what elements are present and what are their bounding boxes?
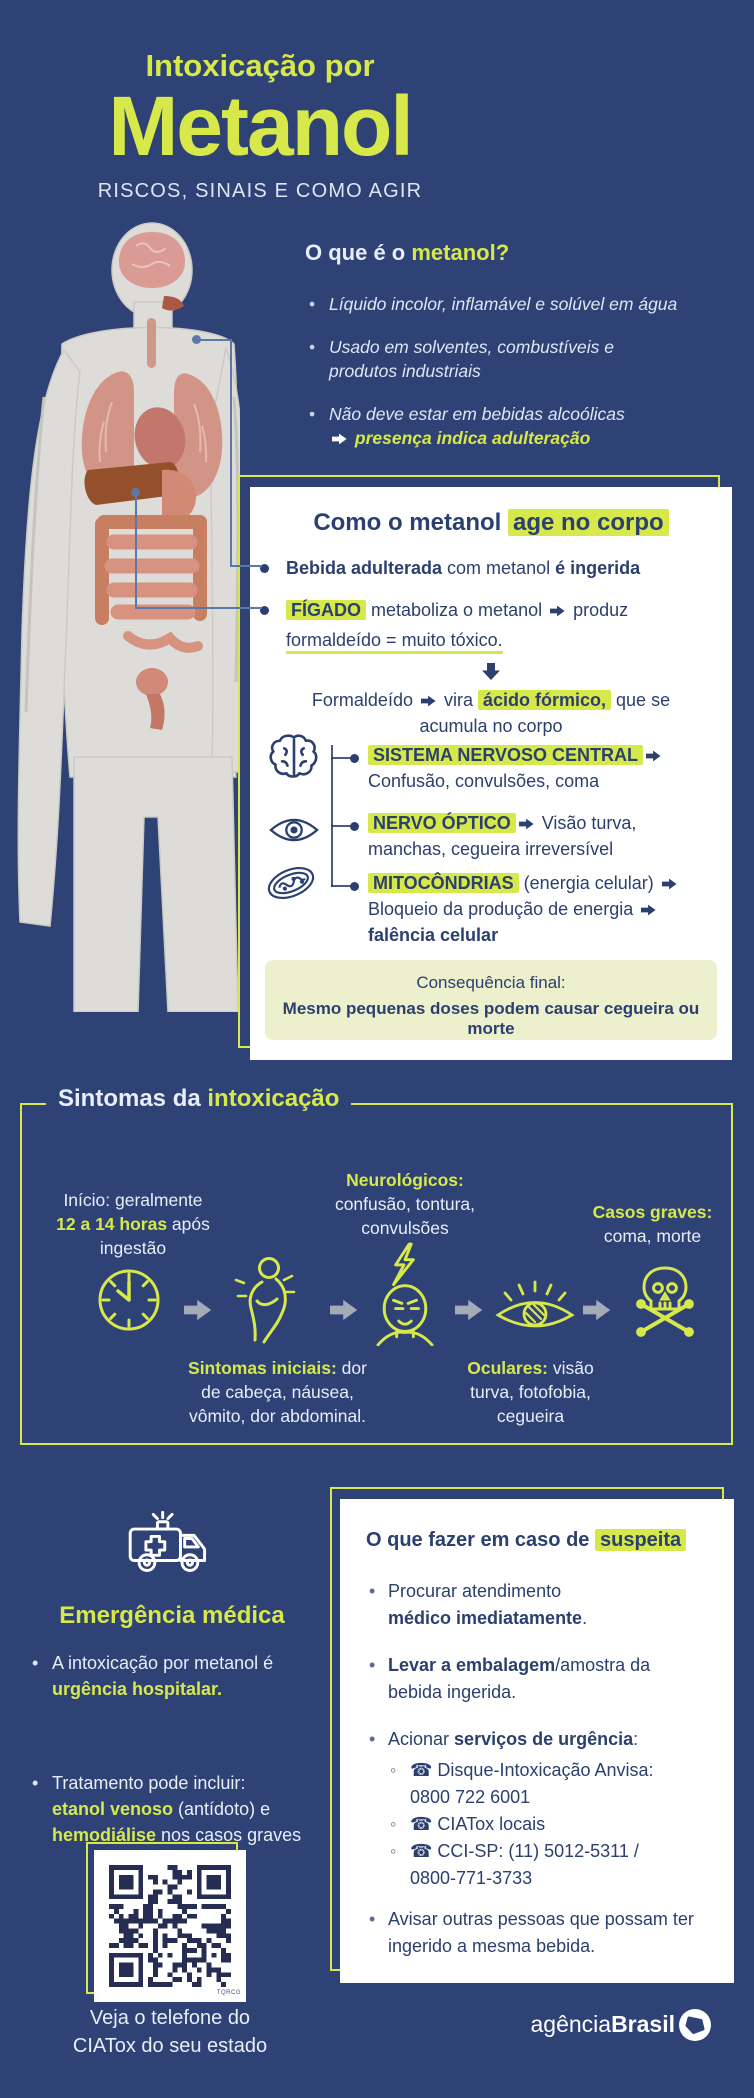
how-it-acts-title: Como o metanol age no corpo [250,509,732,537]
arrow-right-separator-icon [583,1298,611,1322]
header-subtitle: RISCOS, SINAIS E COMO AGIR [97,179,423,202]
header [20,48,500,203]
qr-caption: Veja o telefone do CIATox do seu estado [72,2007,268,2057]
symptoms-onset: Início: geralmente 12 a 14 horas após ingestão [56,1190,210,1258]
qr-watermark: TQRCG [216,1990,241,1996]
header-kicker: Intoxicação por [145,48,375,83]
brand-bold: Brasil [611,2011,675,2037]
mouth-anchor-dot [192,335,201,344]
page-title: Metanol [108,79,412,173]
connector-mouth-v [230,339,232,567]
step-liver: FÍGADO metaboliza o metanol produz formaldeído = muito tóxico. [286,597,726,653]
arrow-right-separator-icon [330,1298,358,1322]
arrow-right-icon [641,904,656,916]
arrow-right-icon [662,878,677,890]
what-is-section [305,240,740,469]
arrow-right-icon [550,605,565,617]
suspicion-title: O que fazer em caso de suspeita [366,1529,708,1552]
what-is-bullet-1: • Líquido incolor, inflamável e solúvel em água [305,292,740,316]
arrow-right-icon [646,750,661,762]
arrow-right-icon [519,818,534,830]
footer-brand [400,2008,712,2042]
symptoms-initial: Sintomas iniciais: dor de cabeça, náusea, vômito, dor abdominal. [188,1358,367,1426]
organ-mitochondria: MITOCÔNDRIAS (energia celular) Bloqueio da produção de energia falência celular [368,870,718,948]
qr-code [94,1850,246,2002]
anatomy-illustration [0,212,240,1012]
connector-liver-h [135,607,262,609]
organ1-dot [350,754,359,763]
suspicion-bullet-4: • Avisar outras pessoas que possam ter ingerido a mesma bebida. [366,1906,708,1960]
final-consequence-box: Consequência final: Mesmo pequenas doses podem causar cegueira ou morte [265,960,717,1040]
what-is-title: O que é o metanol? [305,240,510,265]
connector-liver-v [135,492,137,609]
organ3-dot [350,882,359,891]
phone-icon: ☎ [410,1760,433,1780]
organ2-dot [350,822,359,831]
emergency-title: Emergência médica [59,1602,285,1629]
emergency-bullet-1: • A intoxicação por metanol é urgência hospitalar. [30,1650,335,1702]
arrow-right-separator-icon [455,1298,483,1322]
service-ciatox: ◦ ☎ CIATox locais [388,1811,708,1838]
what-is-bullet-2: • Usado em solventes, combustíveis e produtos industriais [305,335,740,383]
step-ingest: Bebida adulterada com metanol é ingerida [286,558,641,578]
organ-optic-nerve: NERVO ÓPTICO Visão turva, manchas, cegueira irreversível [368,813,637,859]
optic-nerve-eye-icon [269,813,319,847]
arrow-right-icon [421,695,436,707]
symptoms-title: Sintomas da intoxicação [46,1085,351,1113]
how-it-acts-card [250,487,732,1060]
suspicion-bullet-2: • Levar a embalagem/amostra da bebida ingerida. [366,1652,708,1706]
emergency-bullet-2: • Tratamento pode incluir: etanol venoso (antídoto) e hemodiálise nos casos graves [30,1770,335,1848]
brand-light: agência [530,2011,612,2037]
ambulance-icon [126,1510,214,1588]
mitochondria-icon [262,859,320,907]
brain-icon [268,733,320,781]
symptoms-neurologic: Neurológicos: confusão, tontura, convulsões [334,1170,476,1238]
suspicion-bullet-1: • Procurar atendimento médico imediatamente. [366,1578,708,1632]
arrow-down-icon [482,663,500,680]
connector-mouth-h [196,339,232,341]
neuro-head-lightning-icon [365,1242,445,1346]
suspicion-card [340,1499,734,1983]
skull-crossbones-icon [631,1262,699,1340]
service-anvisa: ◦ ☎ Disque-Intoxicação Anvisa: 0800 722 6001 [388,1757,708,1811]
organ-cns: SISTEMA NERVOSO CENTRAL Confusão, convulsões, coma [368,742,718,794]
what-is-bullet-3: • Não deve estar em bebidas alcoólicas presença indica adulteração [305,402,740,450]
liver-anchor-dot [131,488,140,497]
service-cci-sp: ◦ ☎ CCI-SP: (11) 5012-5311 / 0800-771-3733 [388,1838,708,1892]
phone-icon: ☎ [410,1814,433,1834]
qr-code-pattern [109,1865,231,1987]
agencia-brasil-logo-icon [678,2008,712,2042]
phone-icon: ☎ [410,1841,433,1861]
nausea-person-icon [227,1252,301,1348]
symptoms-severe: Casos graves: coma, morte [592,1202,713,1246]
organ-tree-line [331,745,333,887]
clock-icon [95,1266,163,1334]
symptoms-ocular: Oculares: visão turva, fotofobia, cegueira [467,1358,594,1426]
arrow-right-separator-icon [184,1298,212,1322]
arrow-right-icon [332,433,347,445]
suspicion-bullet-3: • Acionar serviços de urgência: ◦ ☎ Disque-Intoxicação Anvisa: 0800 722 6001 ◦ ☎ CIATox locais ◦ ☎ CCI-SP: (11) 5012-5311 / 0800-771-3733 [366,1726,708,1892]
vision-eye-icon [494,1280,576,1338]
formaldehyde-step: Formaldeído vira ácido fórmico, que se acumula no corpo [311,690,671,736]
connector-mouth-h2 [230,565,262,567]
